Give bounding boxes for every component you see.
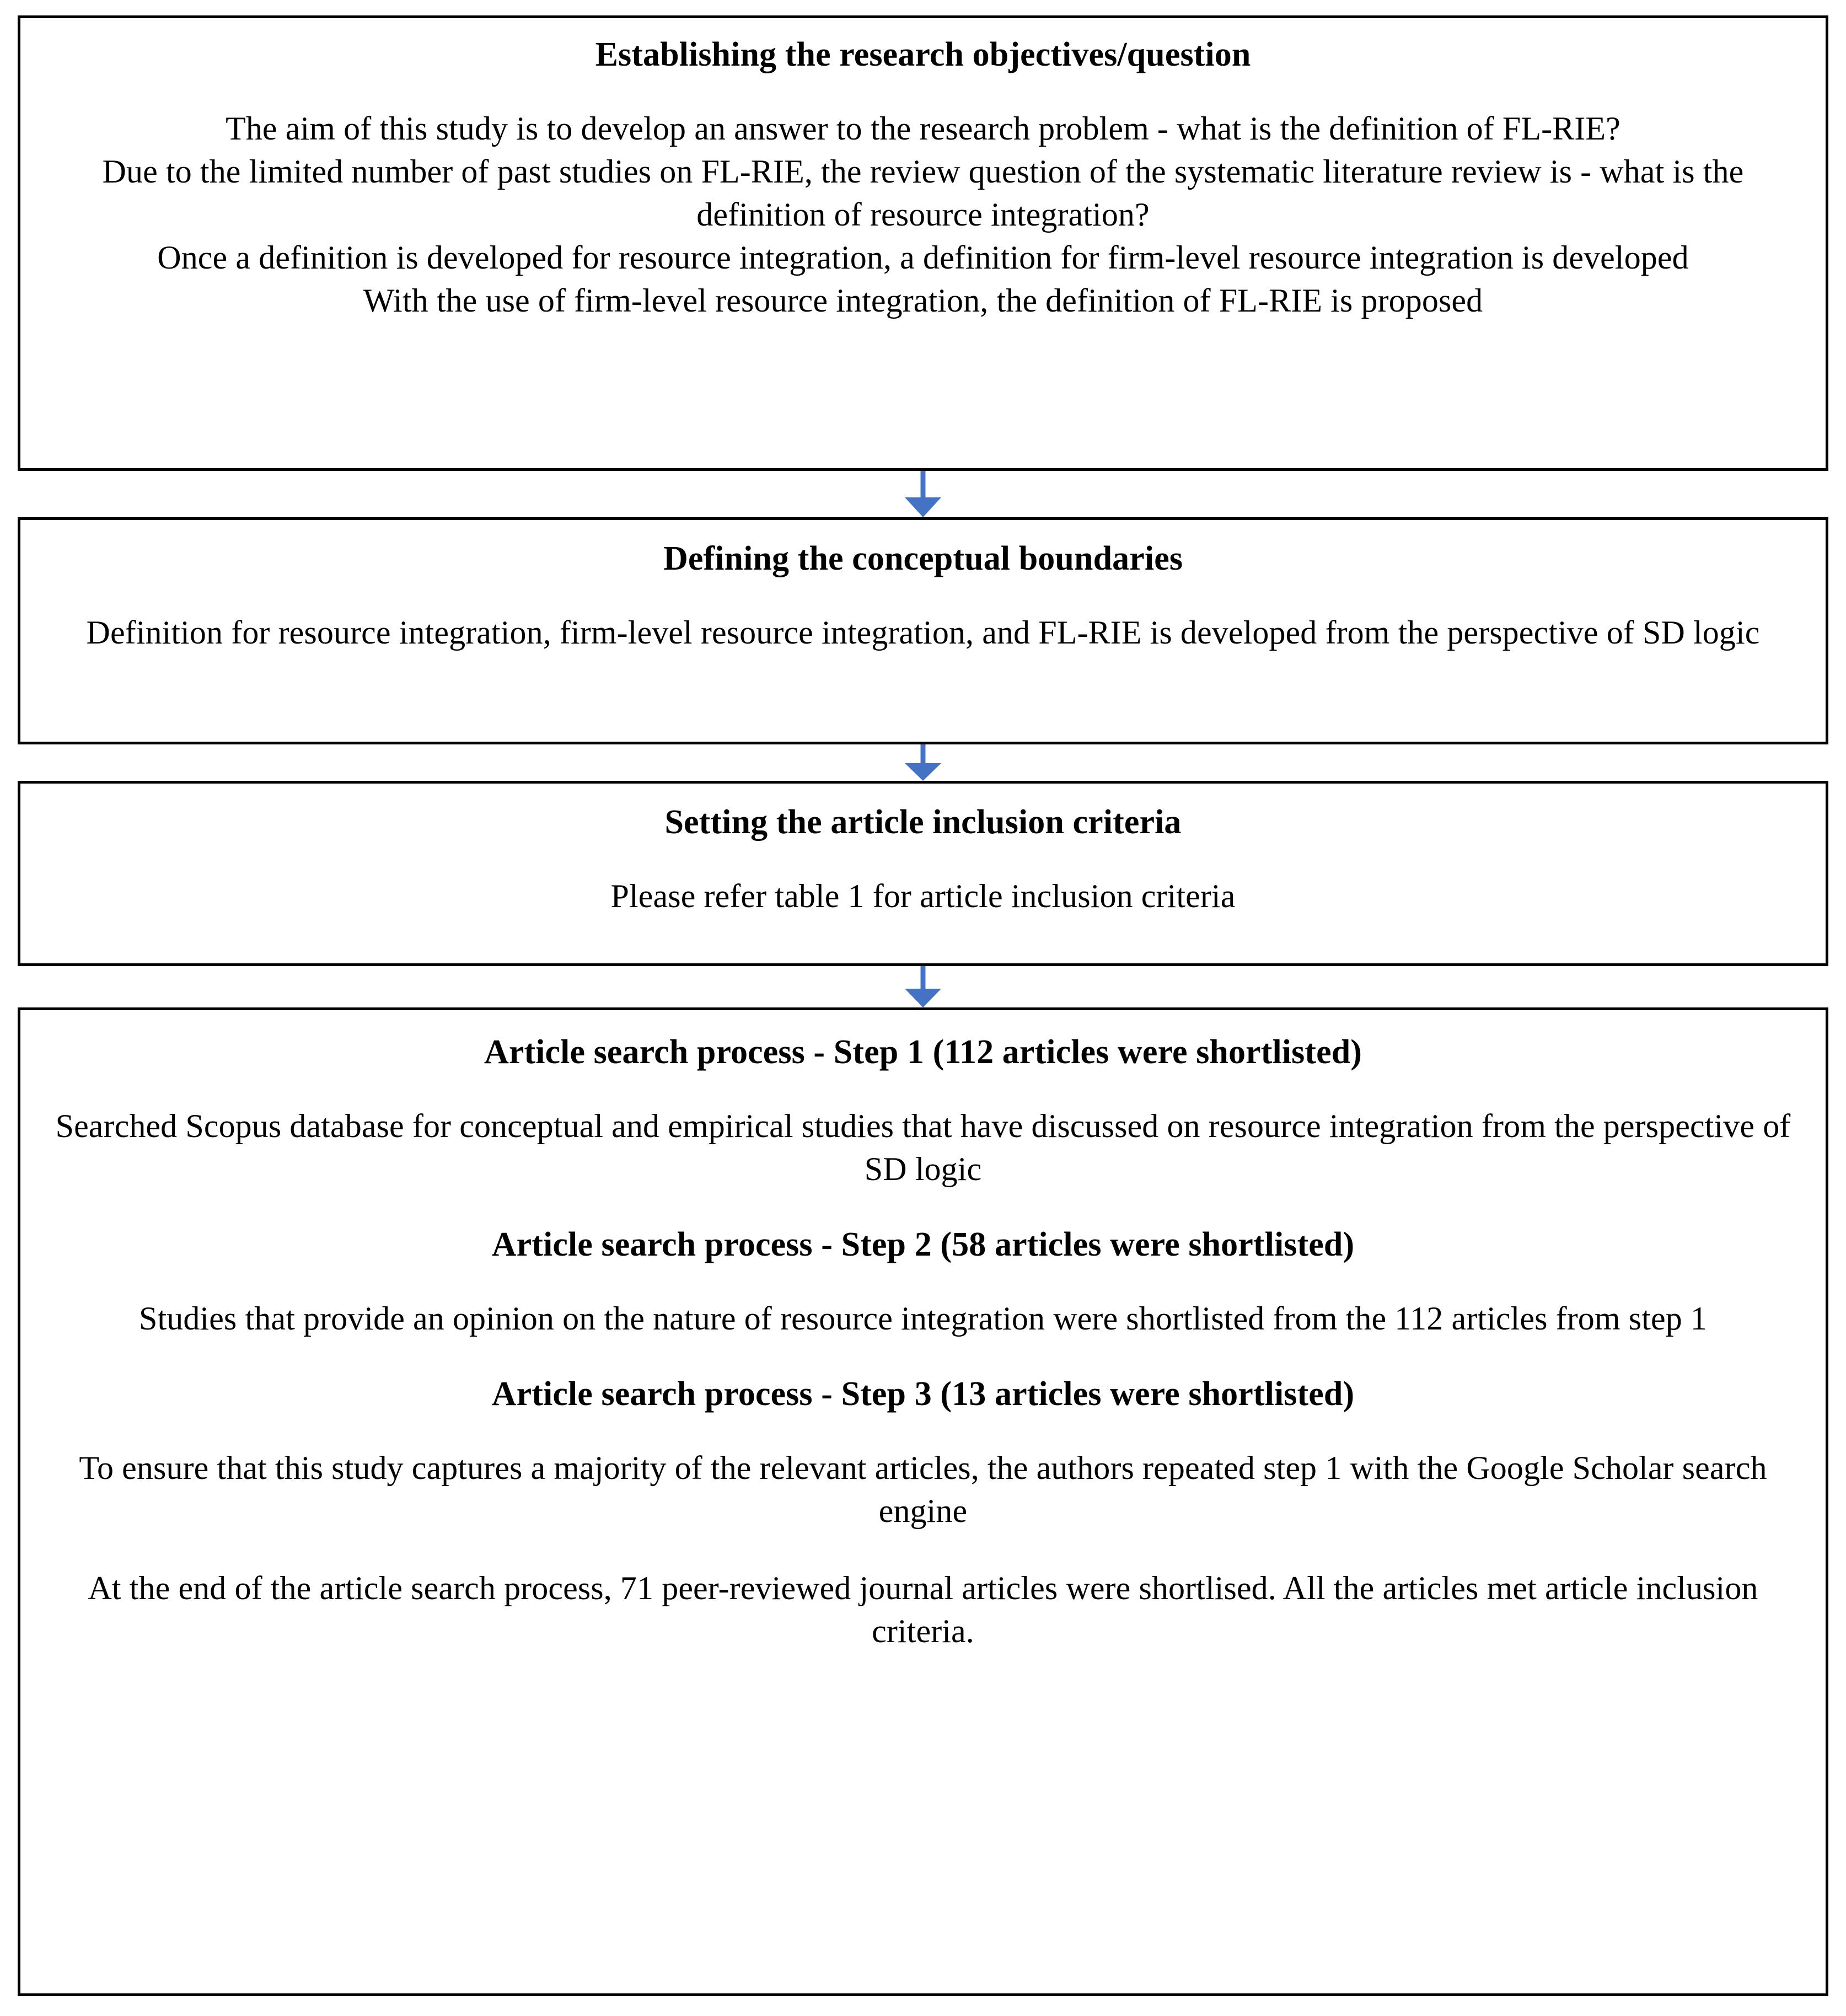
node-subheading-step-2: Article search process - Step 2 (58 articles were shortlisted) [491,1226,1355,1264]
node-heading: Establishing the research objectives/question [595,36,1251,73]
down-arrow-connector-1 [18,471,1828,517]
down-arrow-icon [890,966,956,1007]
node-paragraph: Definition for resource integration, firm-level resource integration, and FL-RIE is developed from the perspective of SD logic [86,614,1760,651]
node-paragraph: Studies that provide an opinion on the nature of resource integration were shortlisted from the 112 articles from step 1 [138,1300,1707,1337]
node-paragraph: Once a definition is developed for resource integration, a definition for firm-level resource integration is developed [157,239,1689,276]
down-arrow-connector-3 [18,966,1828,1007]
node-paragraph: Please refer table 1 for article inclusion criteria [610,878,1236,915]
node-closing-paragraph: At the end of the article search process, 71 peer-reviewed journal articles were shortlised. All the articles met article inclusion criteria. [88,1570,1758,1650]
spacer [46,847,1800,875]
spacer [46,1077,1800,1104]
node-paragraph: To ensure that this study captures a majority of the relevant articles, the authors repeated step 1 with the Google Scholar search engine [79,1450,1767,1530]
spacer [46,1340,1800,1374]
node-paragraph: The aim of this study is to develop an answer to the research problem - what is the definition of FL-RIE? [226,110,1620,147]
node-subheading-step-3: Article search process - Step 3 (13 articles were shortlisted) [491,1375,1355,1413]
spacer [46,1419,1800,1446]
spacer [46,1532,1800,1567]
node-heading: Defining the conceptual boundaries [663,540,1183,577]
spacer [46,1269,1800,1297]
node-paragraph: Searched Scopus database for conceptual and empirical studies that have discussed on resource integration from the perspective of SD logic [55,1108,1791,1188]
spacer [46,583,1800,611]
flowchart-node-establishing-objectives [18,15,1828,471]
down-arrow-icon [890,744,956,781]
down-arrow-connector-2 [18,744,1828,781]
flowchart-node-conceptual-boundaries [18,517,1828,744]
down-arrow-icon [890,471,956,517]
flowchart-node-article-search-process [18,1007,1828,1996]
flowchart-node-inclusion-criteria [18,781,1828,966]
node-heading: Setting the article inclusion criteria [664,803,1182,841]
spacer [46,1191,1800,1225]
spacer [46,79,1800,107]
node-heading: Article search process - Step 1 (112 articles were shortlisted) [484,1033,1362,1071]
node-paragraph: Due to the limited number of past studies on FL-RIE, the review question of the systematic literature review is - what is the definition of resource integration? [102,153,1744,233]
node-paragraph: With the use of firm-level resource integration, the definition of FL-RIE is proposed [363,282,1483,319]
